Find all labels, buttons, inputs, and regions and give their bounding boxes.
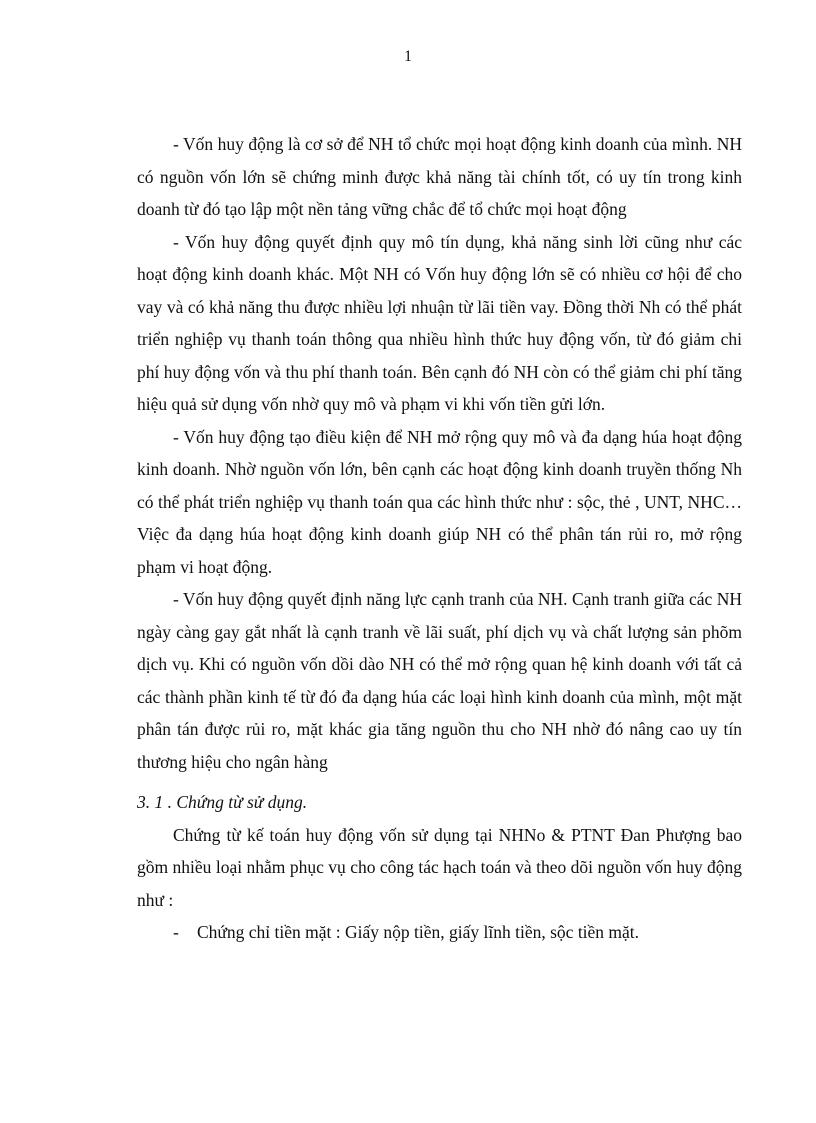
list-item-text: Chứng chỉ tiền mặt : Giấy nộp tiền, giấy lĩnh tiền, sộc tiền mặt. [197, 922, 640, 942]
paragraph-3: - Vốn huy động tạo điều kiện để NH mở rộng quy mô và đa dạng húa hoạt động kinh doanh. Nhờ nguồn vốn lớn, bên cạnh các hoạt động kinh doanh truyền thống Nh có thể phát triển nghiệp vụ thanh toán qua các hình thức như : sộc, thẻ , UNT, NHC… Việc đa dạng húa hoạt động kinh doanh giúp NH có thể phân tán rủi ro, mở rộng phạm vi hoạt động. [137, 426, 742, 577]
section-intro: Chứng từ kế toán huy động vốn sử dụng tại NHNo & PTNT Đan Phượng bao gồm nhiều loại nhằm phục vụ cho công tác hạch toán và theo dõi nguồn vốn huy động như : [137, 824, 742, 910]
list-item [137, 916, 742, 949]
paragraph-2: - Vốn huy động quyết định quy mô tín dụng, khả năng sinh lời cũng như các hoạt động kinh doanh khác. Một NH có Vốn huy động lớn sẽ có nhiều cơ hội để cho vay và có khả năng thu được nhiều lợi nhuận từ lãi tiền vay. Đồng thời Nh có thể phát triển nghiệp vụ thanh toán thông qua nhiều hình thức huy động vốn, từ đó giảm chi phí huy động vốn và thu phí thanh toán. Bên cạnh đó NH còn có thể giảm chi phí tăng hiệu quả sử dụng vốn nhờ quy mô và phạm vi khi vốn tiền gửi lớn. [137, 231, 742, 414]
document-body [137, 128, 742, 949]
paragraph-1: - Vốn huy động là cơ sở để NH tổ chức mọi hoạt động kinh doanh của mình. NH có nguồn vốn lớn sẽ chứng minh được khả năng tài chính tốt, có uy tín trong kinh doanh từ đó tạo lập một nền tảng vững chắc để tổ chức mọi hoạt động [137, 134, 742, 219]
page-number: 1 [404, 48, 412, 65]
section-heading: 3. 1 . Chứng từ sử dụng. [137, 792, 308, 812]
paragraph-4: - Vốn huy động quyết định năng lực cạnh tranh của NH. Cạnh tranh giữa các NH ngày càng gay gắt nhất là cạnh tranh về lãi suất, phí dịch vụ và chất lượng sản phõm dịch vụ. Khi có nguồn vốn dồi dào NH có thể mở rộng quan hệ kinh doanh với tất cả các thành phần kinh tế từ đó đa dạng húa các loại hình kinh doanh của mình, một mặt phân tán được rủi ro, mặt khác gia tăng nguồn thu cho NH nhờ đó nâng cao uy tín thương hiệu cho ngân hàng [137, 589, 742, 772]
bullet-dash: - [173, 922, 179, 942]
